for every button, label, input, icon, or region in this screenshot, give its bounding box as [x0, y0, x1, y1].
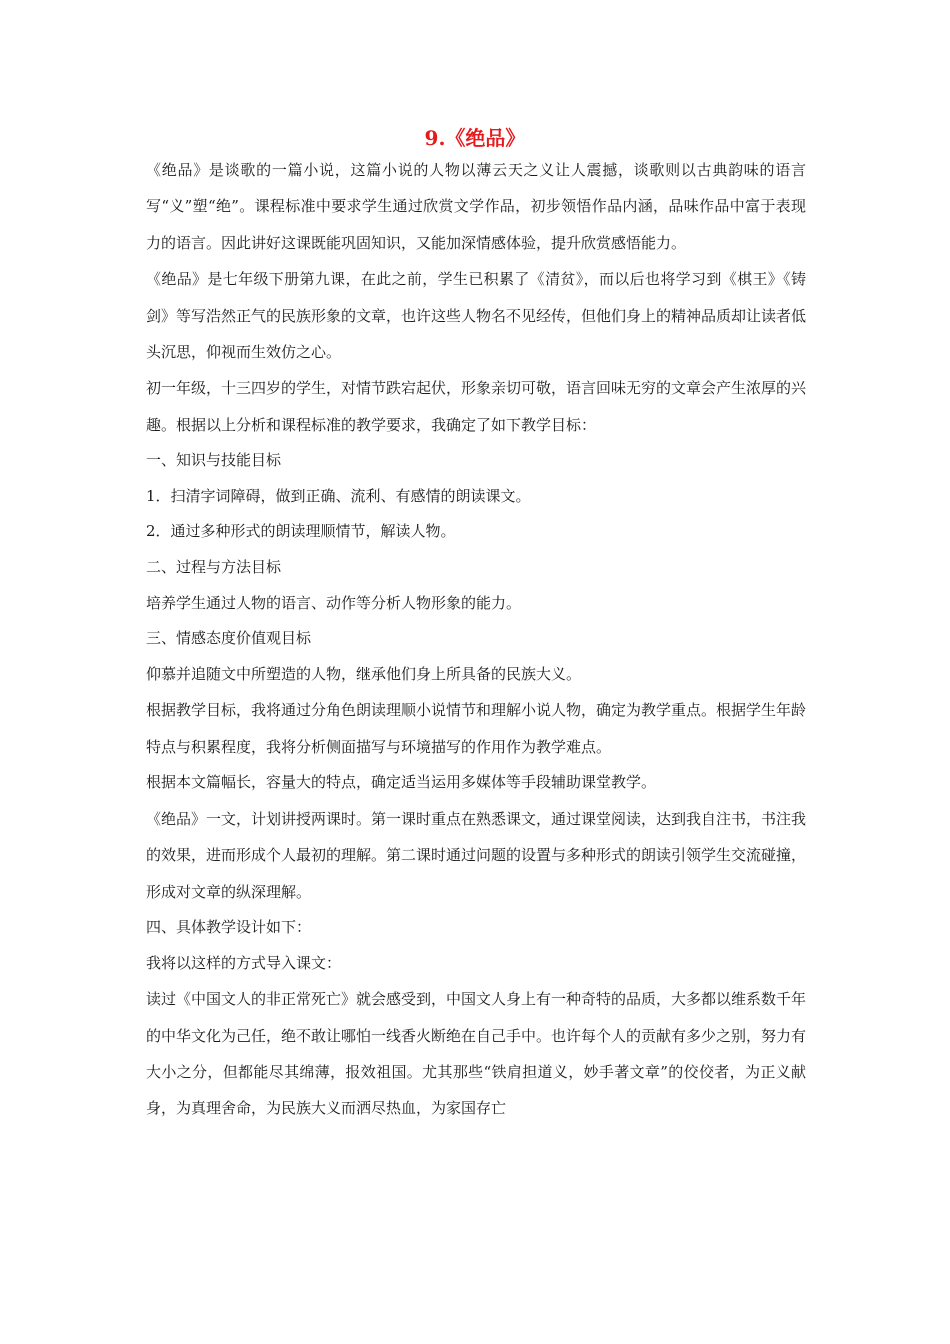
paragraph: 根据本文篇幅长，容量大的特点，确定适当运用多媒体等手段辅助课堂教学。: [146, 773, 657, 792]
paragraph: 仰慕并追随文中所塑造的人物，继承他们身上所具备的民族大义。: [146, 664, 582, 683]
paragraph: 《绝品》是谈歌的一篇小说，这篇小说的人物以薄云天之义让人震撼，谈歌则以古典韵味的语言写“义”塑“绝”。课程标准中要求学生通过欣赏文学作品，初步领悟作品内涵，品味作品中富于表现力的语言。因此讲好这课既能巩固知识，又能加深情感体验，提升欣赏感悟能力。: [146, 161, 806, 252]
paragraph: 初一年级，十三四岁的学生，对情节跌宕起伏，形象亲切可敬，语言回味无穷的文章会产生浓厚的兴趣。根据以上分析和课程标准的教学要求，我确定了如下教学目标：: [146, 379, 807, 434]
paragraph: 根据教学目标，我将通过分角色朗读理顺小说情节和理解小说人物，确定为教学重点。根据学生年龄特点与积累程度，我将分析侧面描写与环境描写的作用作为教学难点。: [146, 701, 807, 756]
paragraph: 培养学生通过人物的语言、动作等分析人物形象的能力。: [146, 593, 522, 612]
paragraph: 读过《中国文人的非正常死亡》就会感受到，中国文人身上有一种奇特的品质，大多都以维系数千年的中华文化为己任，绝不敢让哪怕一线香火断绝在自己手中。也许每个人的贡献有多少之别，努力有大小之分，但都能尽其绵薄，报效祖国。尤其那些“铁肩担道义，妙手著文章”的佼佼者，为正义献身，为真理舍命，为民族大义而洒尽热血，为家国存亡: [146, 990, 807, 1118]
document-body: [146, 152, 806, 1127]
section-heading: 二、过程与方法目标: [146, 558, 282, 577]
section-heading: 一、知识与技能目标: [146, 451, 282, 470]
section-heading: 三、情感态度价值观目标: [146, 629, 312, 648]
section-heading: 四、具体教学设计如下：: [146, 918, 312, 937]
paragraph: 《绝品》是七年级下册第九课，在此之前，学生已积累了《清贫》，而以后也将学习到《棋王》《铸剑》等写浩然正气的民族形象的文章，也许这些人物名不见经传，但他们身上的精神品质却让读者低头沉思，仰视而生效仿之心。: [146, 270, 807, 362]
paragraph: 我将以这样的方式导入课文：: [146, 953, 342, 972]
list-item: 1．扫清字词障碍，做到正确、流利、有感情的朗读课文。: [146, 486, 531, 505]
document-title: 9.《绝品》: [424, 126, 526, 150]
paragraph: 《绝品》一文，计划讲授两课时。第一课时重点在熟悉课文，通过课堂阅读，达到我自注书，书注我的效果，进而形成个人最初的理解。第二课时通过问题的设置与多种形式的朗读引领学生交流碰撞，形成对文章的纵深理解。: [146, 809, 807, 901]
list-item: 2．通过多种形式的朗读理顺情节，解读人物。: [146, 522, 456, 541]
